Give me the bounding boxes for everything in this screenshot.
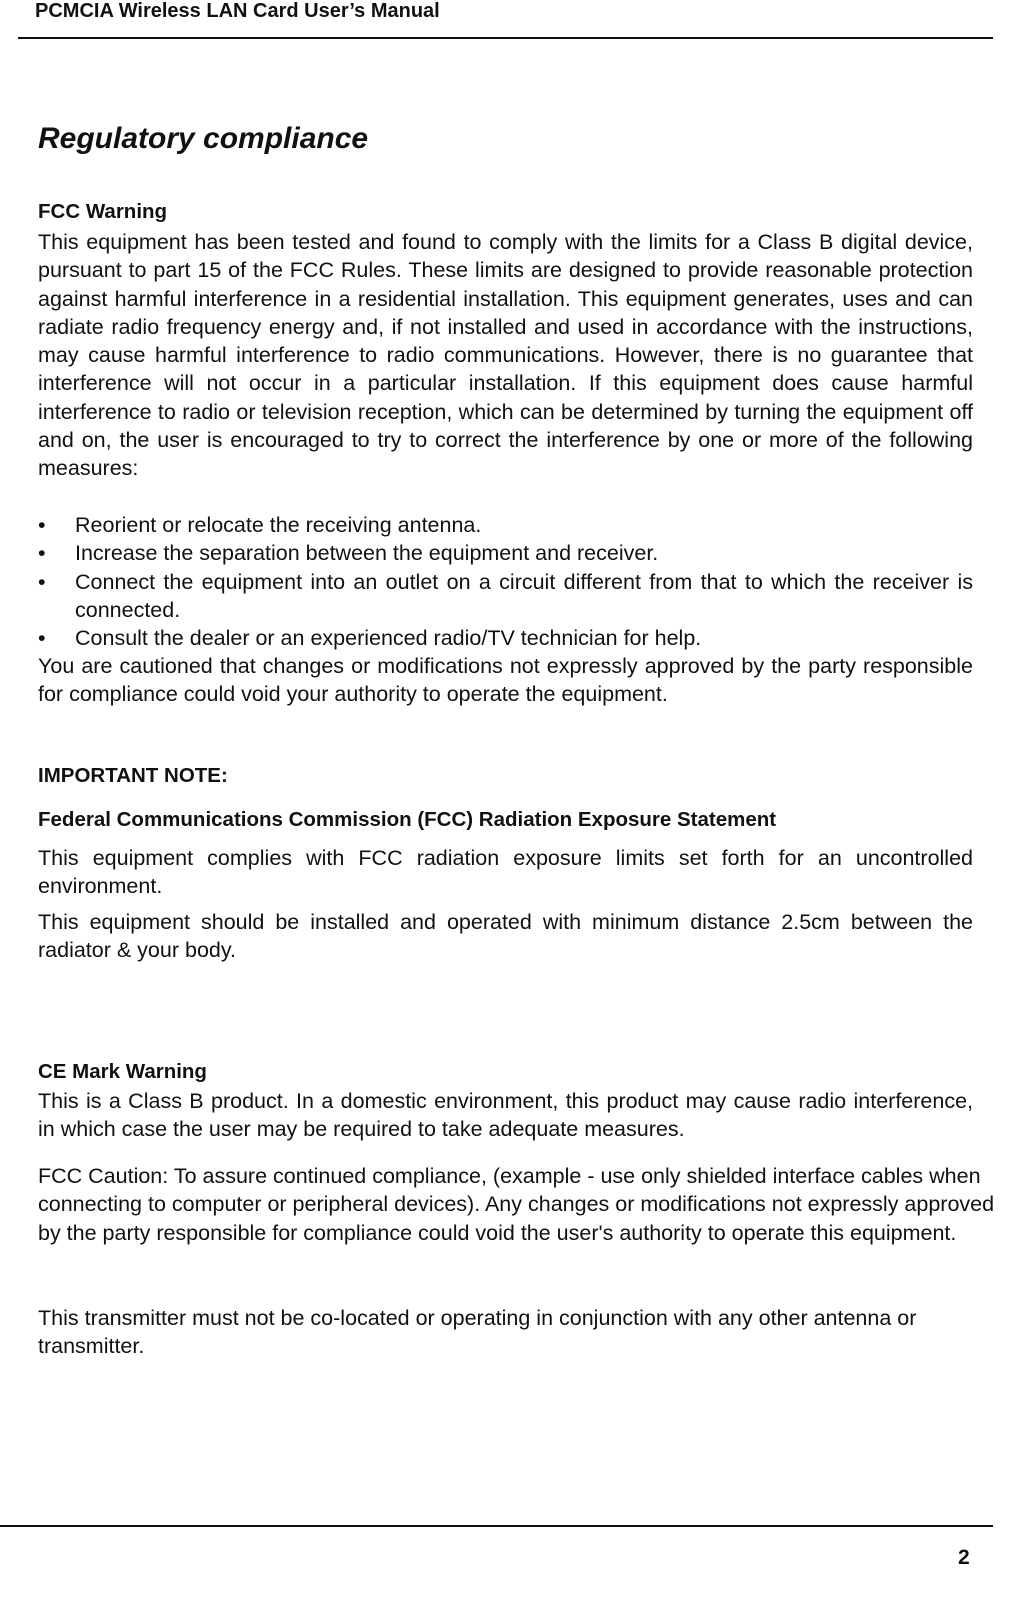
- fcc-caution-paragraph: You are cautioned that changes or modifications not expressly approved by the party responsible for compliance could void your authority to operate the equipment.: [38, 654, 973, 707]
- bullet-marker: •: [38, 513, 46, 537]
- interference-measures-list: [38, 511, 973, 652]
- list-item-text: Consult the dealer or an experienced radio/TV technician for help.: [75, 626, 702, 651]
- list-item-text: Connect the equipment into an outlet on a circuit different from that to which the receiver is connected.: [75, 569, 973, 622]
- list-item: [38, 624, 973, 652]
- footer-divider: [0, 1525, 993, 1527]
- list-item-text: Increase the separation between the equipment and receiver.: [75, 541, 659, 566]
- ce-mark-paragraph: This is a Class B product. In a domestic environment, this product may cause radio interference, in which case the user may be required to take adequate measures.: [38, 1089, 973, 1142]
- minimum-distance-paragraph: This equipment should be installed and operated with minimum distance 2.5cm between the radiator & your body.: [38, 910, 973, 963]
- list-item: [38, 539, 973, 567]
- list-item: [38, 511, 973, 539]
- radiation-exposure-paragraph: This equipment complies with FCC radiation exposure limits set forth for an uncontrolled environment.: [38, 846, 973, 899]
- list-item-text: Reorient or relocate the receiving antenna.: [75, 513, 482, 537]
- important-note-heading: IMPORTANT NOTE:: [38, 764, 228, 787]
- bullet-marker: •: [38, 626, 46, 651]
- list-item: [38, 568, 973, 625]
- ce-mark-heading: CE Mark Warning: [38, 1060, 207, 1083]
- header-divider: [18, 37, 993, 39]
- fcc-caution-interface-paragraph: FCC Caution: To assure continued compliance, (example - use only shielded interface cables when connecting to computer or peripheral devices). Any changes or modifications not expressly approved by the party responsible for compliance could void the user's authority to operate this equipment.: [38, 1164, 995, 1245]
- page-number: 2: [958, 1546, 970, 1569]
- bullet-marker: •: [38, 541, 46, 566]
- running-header-title: PCMCIA Wireless LAN Card User’s Manual: [35, 0, 440, 22]
- radiation-exposure-heading: Federal Communications Commission (FCC) Radiation Exposure Statement: [38, 808, 777, 831]
- fcc-warning-heading: FCC Warning: [38, 200, 168, 223]
- page-title: Regulatory compliance: [38, 122, 369, 155]
- transmitter-colocation-paragraph: This transmitter must not be co-located or operating in conjunction with any other antenna or transmitter.: [38, 1306, 917, 1359]
- fcc-warning-paragraph: This equipment has been tested and found to comply with the limits for a Class B digital device, pursuant to part 15 of the FCC Rules. These limits are designed to provide reasonable protection against harmful interference in a residential installation. This equipment generates, uses and can radiate radio frequency energy and, if not installed and used in accordance with the instructions, may cause harmful interference to radio communications. However, there is no guarantee that interference will not occur in a particular installation. If this equipment does cause harmful interference to radio or television reception, which can be determined by turning the equipment off and on, the user is encouraged to try to correct the interference by one or more of the following measures:: [38, 230, 973, 481]
- bullet-marker: •: [38, 569, 46, 594]
